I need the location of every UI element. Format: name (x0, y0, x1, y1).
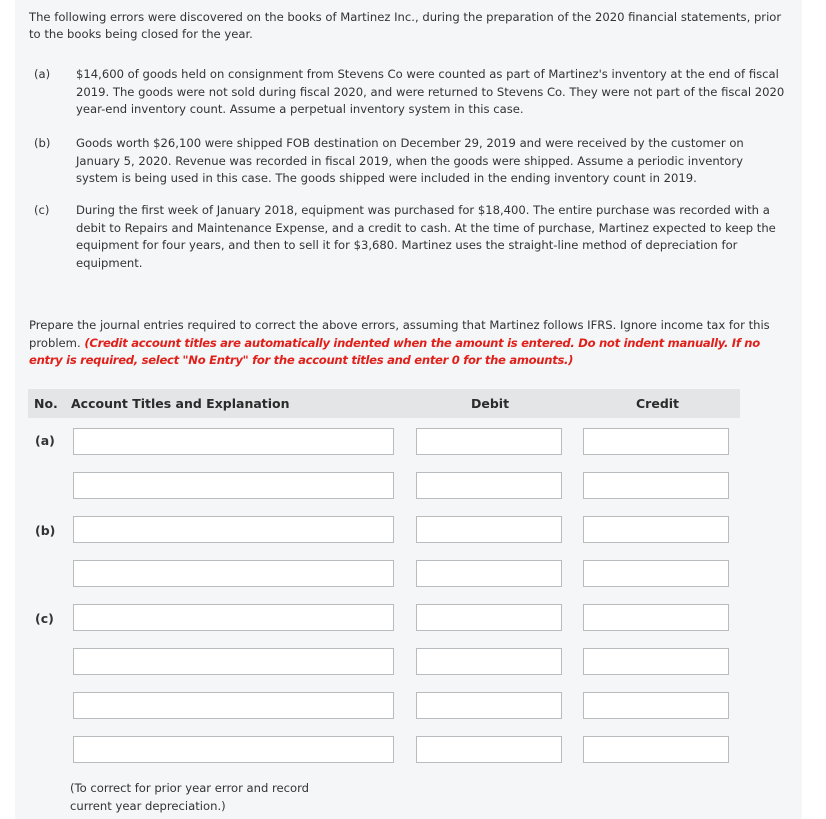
account-title-input[interactable] (73, 604, 394, 631)
instructions-note: (Credit account titles are automatically indented when the amount is entered. Do not indent manually. If no entry is required, select "No Entry" for the account titles and enter 0 for the amounts.) (29, 335, 760, 367)
credit-input[interactable] (583, 692, 729, 719)
entry-label-c: (c) (35, 611, 54, 626)
debit-input[interactable] (416, 604, 562, 631)
explanation-note: (To correct for prior year error and record current year depreciation.) (70, 781, 310, 813)
error-label: (a) (34, 67, 51, 81)
account-title-input[interactable] (73, 516, 394, 543)
account-title-input[interactable] (73, 648, 394, 675)
debit-input[interactable] (416, 692, 562, 719)
debit-input[interactable] (416, 560, 562, 587)
header-account: Account Titles and Explanation (71, 396, 290, 411)
header-no: No. (34, 396, 58, 411)
intro-text: The following errors were discovered on the books of Martinez Inc., during the preparation of the 2020 financial statements, prior to the books being closed for the year. (29, 10, 782, 41)
instructions (29, 317, 794, 370)
account-title-input[interactable] (73, 560, 394, 587)
account-title-input[interactable] (73, 428, 394, 455)
debit-input[interactable] (416, 472, 562, 499)
credit-input[interactable] (583, 428, 729, 455)
entry-label-b: (b) (35, 523, 56, 538)
account-title-input[interactable] (73, 692, 394, 719)
error-text: During the first week of January 2018, equipment was purchased for $18,400. The entire purchase was recorded with a debit to Repairs and Maintenance Expense, and a credit to cash. At the time of purchase, Martinez expected to keep the equipment for four years, and then to sell it for $3,680. Martinez uses the straight-line method of depreciation for equipment. (76, 203, 776, 270)
header-debit: Debit (471, 396, 510, 411)
credit-input[interactable] (583, 560, 729, 587)
debit-input[interactable] (416, 516, 562, 543)
account-title-input[interactable] (73, 472, 394, 499)
credit-input[interactable] (583, 736, 729, 763)
error-text: Goods worth $26,100 were shipped FOB destination on December 29, 2019 and were received by the customer on January 5, 2020. Revenue was recorded in fiscal 2019, when the goods were shipped. Assume a periodic inventory system is being used in this case. The goods shipped were included in the ending inventory count in 2019. (76, 136, 744, 185)
instructions-plain: Prepare the journal entries required to correct the above errors, assuming that Martinez follows IFRS. Ignore income tax for this problem. (29, 318, 770, 350)
error-label: (c) (34, 203, 50, 217)
debit-input[interactable] (416, 736, 562, 763)
entry-label-a: (a) (35, 433, 55, 448)
journal-table-header (28, 389, 740, 418)
credit-input[interactable] (583, 472, 729, 499)
account-title-input[interactable] (73, 736, 394, 763)
credit-input[interactable] (583, 648, 729, 675)
error-text: $14,600 of goods held on consignment from Stevens Co were counted as part of Martinez's inventory at the end of fiscal 2019. The goods were not sold during fiscal 2020, and were returned to Stevens Co. They were not part of the fiscal 2020 year-end inventory count. Assume a perpetual inventory system in this case. (76, 67, 785, 116)
credit-input[interactable] (583, 516, 729, 543)
error-label: (b) (34, 136, 51, 150)
debit-input[interactable] (416, 648, 562, 675)
debit-input[interactable] (416, 428, 562, 455)
header-credit: Credit (636, 396, 680, 411)
credit-input[interactable] (583, 604, 729, 631)
